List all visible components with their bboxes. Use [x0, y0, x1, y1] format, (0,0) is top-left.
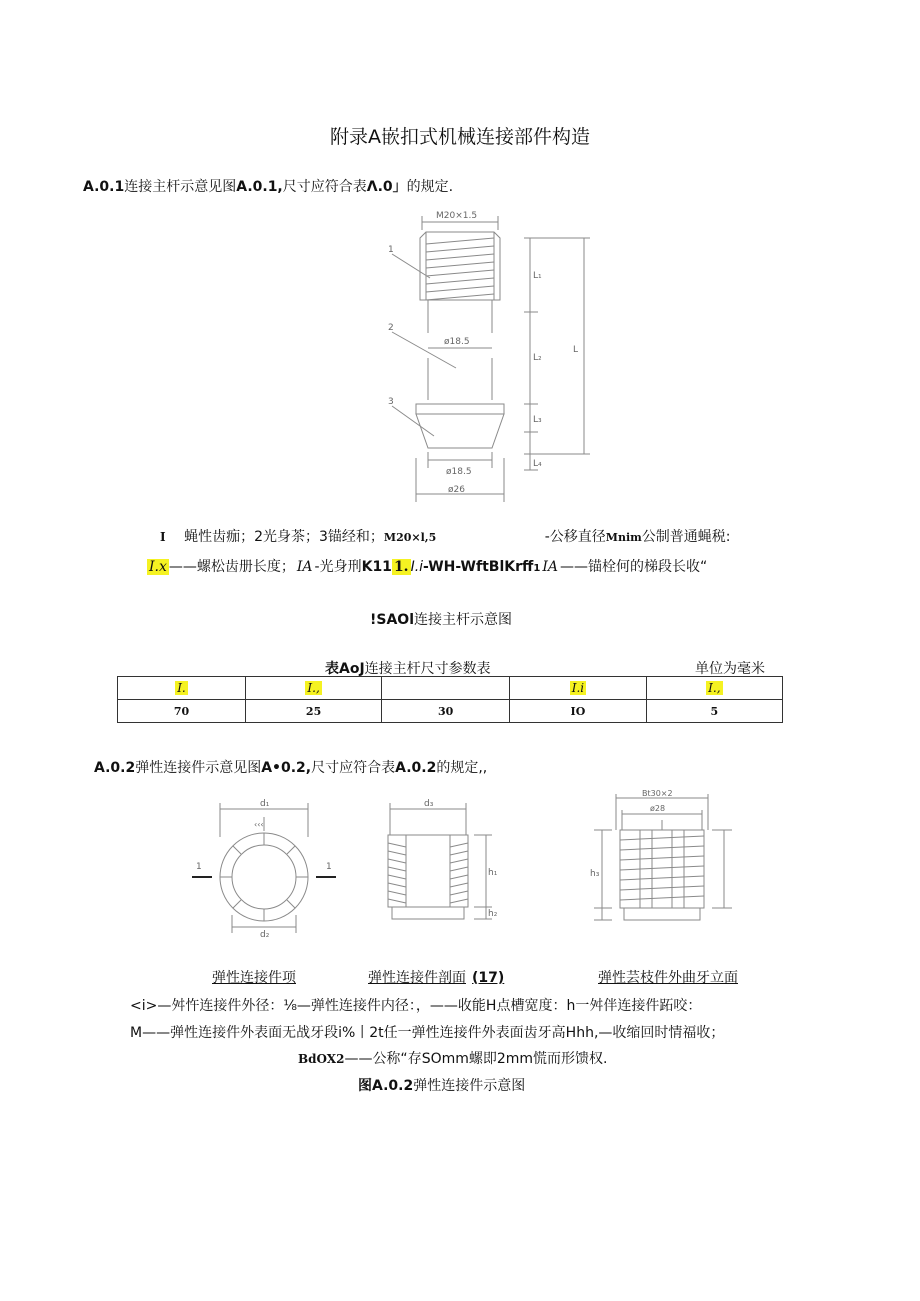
elevation-diameter-label: ø28 — [650, 804, 666, 813]
dim-L3-label: L₃ — [533, 415, 542, 425]
highlight-mark: 1. — [393, 559, 409, 575]
section-a02-paragraph: A.0.2弹性连接件示意见图A•0.2,尺寸应符合表A.0.2的规定,, — [94, 760, 488, 776]
elevation-thread-label: Bt30×2 — [642, 790, 673, 798]
table-cell: IO — [510, 700, 647, 723]
subcaption-top-view: 弹性连接件项 — [212, 970, 296, 986]
table-unit-label: 单位为毫米 — [695, 661, 765, 677]
table-header-cell: I. — [118, 677, 246, 700]
part-number-2: 2 — [388, 323, 394, 333]
elastic-connector-top-view — [190, 795, 340, 940]
table-header-cell: I., — [646, 677, 782, 700]
table-a01-caption: 表AoJ连接主杆尺寸参数表 — [325, 661, 491, 677]
figure-reference: A•0.2, — [261, 760, 312, 776]
connector-rod-drawing — [370, 208, 610, 508]
highlight-mark: I.x — [149, 559, 167, 575]
dim-h1-label: h₁ — [488, 868, 498, 878]
thread-spec-label: M20×1.5 — [436, 211, 478, 221]
figure-a01-caption: !SAOl连接主杆示意图 — [370, 612, 513, 628]
page-title: 附录A嵌扣式机械连接部件构造 — [330, 126, 590, 148]
legend2-line3: BdOX2——公称“存SOmm螺即2mm慌而形馈权. — [298, 1051, 608, 1067]
svg-text:‹‹‹: ‹‹‹ — [254, 820, 264, 829]
rod-parameter-table — [117, 676, 783, 723]
section-mark-left: 1 — [196, 862, 202, 872]
table-header-cell: I., — [245, 677, 381, 700]
section-code: A.0.1 — [83, 179, 125, 195]
figure-reference: A.0.1, — [236, 179, 283, 195]
head-outer-diameter-label: ø26 — [448, 485, 465, 495]
table-reference: Λ.0」 — [366, 179, 407, 195]
table-cell: 30 — [382, 700, 510, 723]
legend2-line1: <i>—舛忤连接件外径：⅛—弹性连接件内径：，——收能H点槽宽度：h一舛伴连接件跖咬： — [130, 998, 702, 1014]
shank-diameter-label: ø18.5 — [444, 337, 470, 347]
figure-a02-caption: 图A.0.2弹性连接件示意图 — [358, 1078, 526, 1094]
dim-L-label: L — [573, 345, 579, 355]
table-cell: 25 — [245, 700, 381, 723]
legend1-line2: I.x ——螺松齿册长度； IA -光身刑K11 1. I.i-WH-WftBlKrff1 IA ——锚栓何的梯段长收“ — [149, 559, 708, 575]
table-header-row — [118, 677, 783, 700]
section-mark-right: 1 — [326, 862, 332, 872]
dim-d3-label: d₃ — [424, 799, 434, 809]
elastic-connector-section-view — [378, 795, 498, 935]
legend2-line2: M——弹性连接件外表面无战牙段i%丨2t任一弹性连接件外表面齿牙高Hhh,—收缩回时情福收； — [130, 1025, 725, 1041]
dim-d2-label: d₂ — [260, 930, 270, 940]
table-cell: 70 — [118, 700, 246, 723]
part-number-1: 1 — [388, 245, 394, 255]
table-header-cell: I.i — [510, 677, 647, 700]
table-cell: 5 — [646, 700, 782, 723]
subcaption-section-view: 弹性连接件剖面 (17) — [368, 970, 505, 986]
subcaption-elevation-view: 弹性芸枝件外曲牙立面 — [598, 970, 738, 986]
dim-L4-label: L₄ — [533, 459, 542, 469]
section-code: A.0.2 — [94, 760, 136, 776]
dim-h3-label: h₃ — [590, 869, 600, 879]
elastic-connector-elevation-view — [588, 790, 738, 935]
dim-L1-label: L₁ — [533, 271, 542, 281]
legend1-line1: I 蝇性齿痂；2光身茶；3锚经和；M20×l,5 -公移直径Mnim公制普通蝇税: — [160, 529, 731, 545]
dim-d1-label: d₁ — [260, 799, 270, 809]
dim-L2-label: L₂ — [533, 353, 542, 363]
head-inner-diameter-label: ø18.5 — [446, 467, 472, 477]
table-row — [118, 700, 783, 723]
dim-h2-label: h₂ — [488, 909, 498, 919]
section-a01-paragraph: A.0.1连接主杆示意见图A.0.1,尺寸应符合表Λ.0」的规定. — [83, 179, 454, 195]
table-reference: A.0.2 — [395, 760, 437, 776]
part-number-3: 3 — [388, 397, 394, 407]
table-header-cell — [382, 677, 510, 700]
